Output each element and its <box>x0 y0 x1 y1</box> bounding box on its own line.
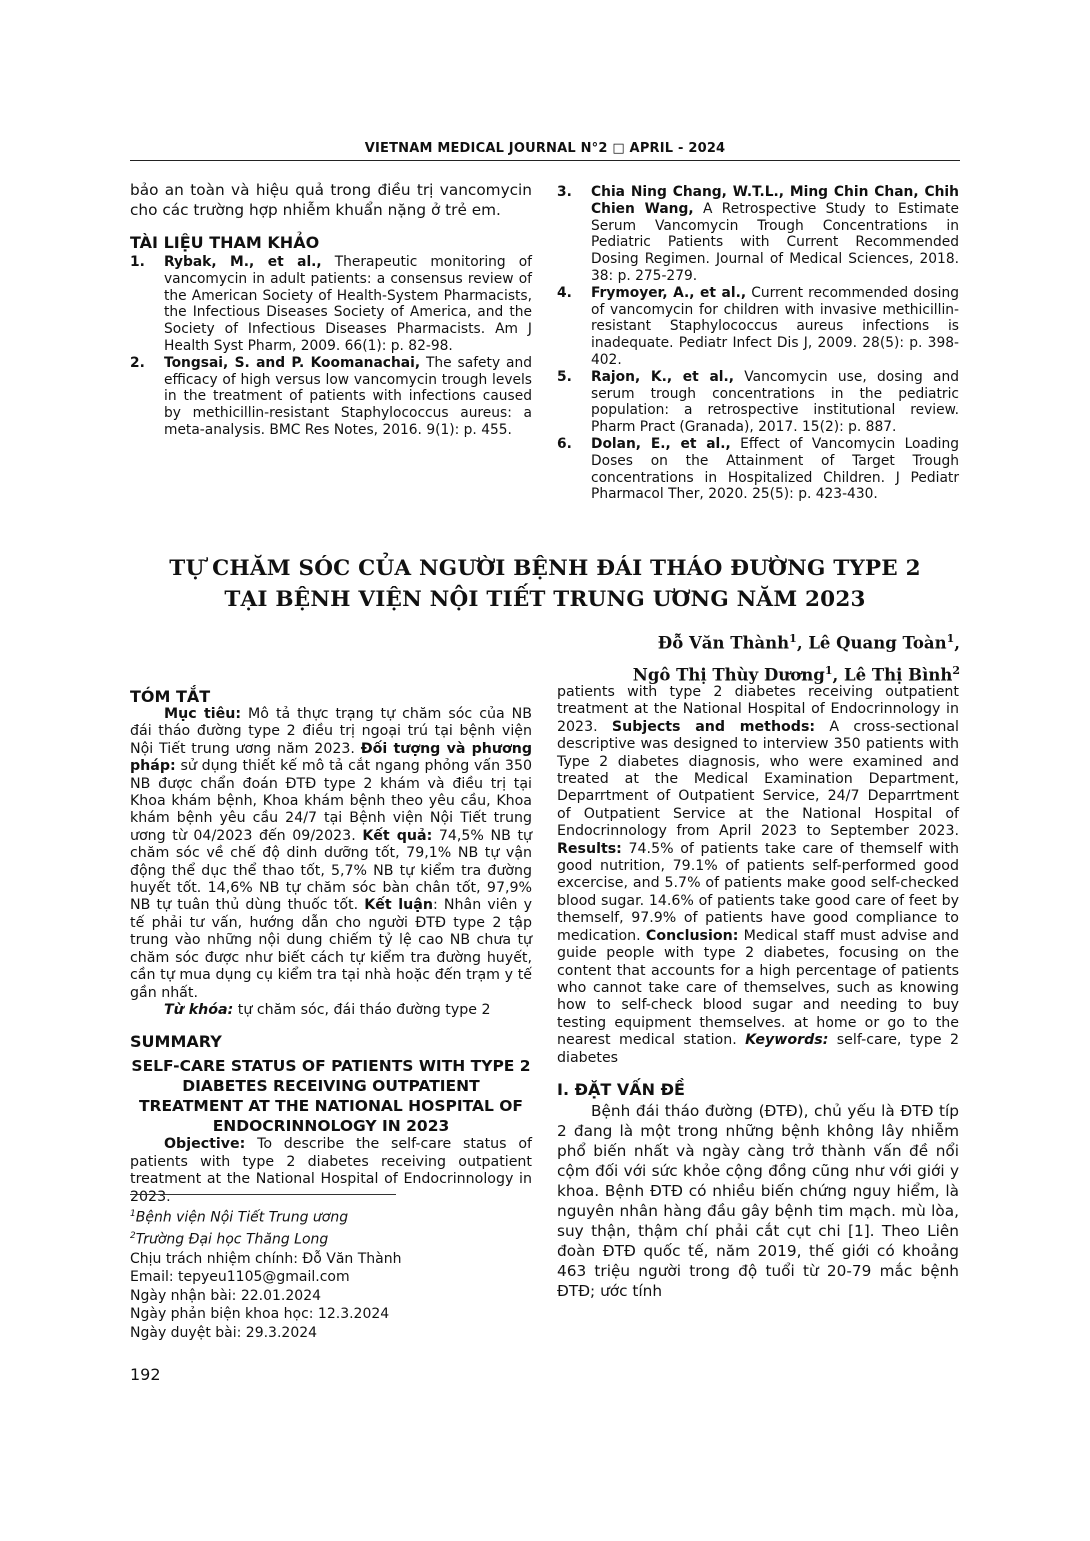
summary-objective-start <box>130 1136 532 1205</box>
author-name: Ngô Thị Thùy Dương <box>632 665 825 684</box>
reference-text <box>164 355 532 439</box>
article-title-line-2: TẠI BỆNH VIỆN NỘI TIẾT TRUNG ƯƠNG NĂM 2023 <box>224 587 866 612</box>
prev-article-left-column <box>130 180 532 439</box>
author-affiliation-marker: 1 <box>946 632 955 645</box>
article-title-line-1: TỰ CHĂM SÓC CỦA NGƯỜI BỆNH ĐÁI THÁO ĐƯỜNG TYPE 2 <box>169 556 921 581</box>
reference-authors: Frymoyer, A., et al., <box>591 284 747 301</box>
author-affiliation-marker: 2 <box>952 663 960 677</box>
references-list-left <box>130 254 532 439</box>
reference-item <box>557 436 959 503</box>
reference-text <box>164 254 532 355</box>
tom-tat-heading: TÓM TẮT <box>130 687 211 706</box>
objective-label-vi: Mục tiêu: <box>164 706 242 722</box>
reference-authors: Tongsai, S. and P. Koomanachai, <box>164 354 421 371</box>
methods-label-en: Subjects and methods: <box>611 718 816 735</box>
reference-number: 6. <box>557 435 572 452</box>
objective-text-vi: Mô tả thực trạng tự chăm sóc của NB đái tháo đường type 2 điều trị ngoại trú tại bệnh viện Nội Tiết trung ương năm 2023. <box>130 706 532 757</box>
reference-text <box>591 184 959 285</box>
article-title <box>130 553 960 615</box>
reference-citation: A Retrospective Study to Estimate Serum Vancomycin Trough Concentrations in Pediatric Patients with Current Recommended Dosing Regimen. Journal of Medical Sciences, 2018. 38: p. 275-279. <box>591 200 959 284</box>
conclusion-text-en: Medical staff must advise and guide people with type 2 diabetes, focusing on the content that accounts for a high percentage of patients who cannot take care of themselves, such as knowing how to self-check blood sugar and needing to buy testing equipment themselves. at home or go to the nearest medical station. <box>557 927 959 1049</box>
footnote-rule <box>130 1194 396 1195</box>
date-accepted: Ngày duyệt bài: 29.3.2024 <box>130 1324 318 1341</box>
author-separator: , <box>832 665 844 684</box>
author-list <box>633 625 960 688</box>
results-text-en: 74.5% of patients take care of themself with good nutrition, 79.1% of patients self-performed good excercise, and 5.7% of patients make good self-checked blood sugar. 14.6% of patients take good care of feet by themself, 97.9% of patients have good compliance to medication. <box>557 840 959 944</box>
reference-citation: Current recommended dosing of vancomycin for children with invasive methicillin-resistant Staphylococcus aureus infections is inadequate. Pediatr Infect Dis J, 2009. 28(5): p. 398-402. <box>591 284 959 368</box>
reference-authors: Chia Ning Chang, W.T.L., Ming Chin Chan, Chih Chien Wang, <box>591 184 959 217</box>
responsible-author: Chịu trách nhiệm chính: Đỗ Văn Thành <box>130 1250 402 1267</box>
prev-article-continuation: bảo an toàn và hiệu quả trong điều trị vancomycin cho các trường hợp nhiễm khuẩn nặng ở trẻ em. <box>130 181 532 219</box>
reference-number: 2. <box>130 354 145 371</box>
author-affiliation-marker: 1 <box>789 632 797 645</box>
abstract-right-column <box>557 684 959 1301</box>
footnotes <box>130 1205 530 1342</box>
references-list-right <box>557 184 959 503</box>
abstract-left-column <box>130 687 533 1205</box>
author-name: Lê Thị Bình <box>844 665 953 684</box>
reference-authors: Rybak, M., et al., <box>164 254 322 270</box>
reference-number: 3. <box>557 184 572 200</box>
summary-heading: SUMMARY <box>130 1032 222 1052</box>
keywords-text-en: self-care, type 2 diabetes <box>557 1032 960 1066</box>
reference-text <box>591 285 959 369</box>
date-received: Ngày nhận bài: 22.01.2024 <box>130 1287 322 1304</box>
author-name: Lê Quang Toàn <box>808 633 947 653</box>
results-label-en: Results: <box>557 840 622 857</box>
references-heading: TÀI LIỆU THAM KHẢO <box>130 233 320 252</box>
prev-article-right-column <box>557 184 959 503</box>
objective-text-en: To describe the self-care status of patients with type 2 diabetes receiving outpatient treatment at the National Hospital of Endocrinnology in 2023. <box>130 1136 532 1205</box>
conclusion-label-vi: Kết luận <box>364 897 433 914</box>
author-separator: , <box>796 633 809 653</box>
methods-text-vi: sử dụng thiết kế mô tả cắt ngang phỏng vấn 350 NB được chẩn đoán ĐTĐ type 2 khám và điều trị tại Khoa khám bệnh, Khoa khám bệnh theo yêu cầu, Khoa khám bệnh yêu cầu 24/7 tại Bệnh viện Nội Tiết trung ương từ 04/2023 đến 09/2023. <box>130 758 532 844</box>
reference-authors: Rajon, K., et al., <box>591 368 734 385</box>
author-affiliation-marker: 1 <box>824 663 833 677</box>
conclusion-text-vi: : Nhân viên y tế phải tư vấn, hướng dẫn cho người ĐTĐ type 2 tập trung vào những nội dung chiếm tỷ lệ cao NB chưa tự chăm sóc được như biết cách tự kiểm tra đường huyết, cần tự mua dụng cụ kiểm tra tại nhà hoặc đến trạm y tế gần nhất. <box>130 897 532 1001</box>
running-header: VIETNAM MEDICAL JOURNAL N°2 □ APRIL - 2024 <box>364 141 726 156</box>
tom-tat-abstract <box>130 706 532 1002</box>
affiliation-1: $^1$Bệnh viện Nội Tiết Trung ương <box>130 1209 349 1226</box>
keywords-vi <box>130 1002 532 1019</box>
reference-text <box>591 436 959 503</box>
date-reviewed: Ngày phản biện khoa học: 12.3.2024 <box>130 1306 390 1323</box>
keywords-label-en: Keywords: <box>745 1032 829 1049</box>
keywords-label-vi: Từ khóa: <box>164 1001 234 1018</box>
summary-title: SELF-CARE STATUS OF PATIENTS WITH TYPE 2 DIABETES RECEIVING OUTPATIENT TREATMENT AT THE NATIONAL HOSPITAL OF ENDOCRINNOLOGY IN 2023 <box>131 1057 531 1136</box>
reference-citation: Vancomycin use, dosing and serum trough concentrations in the pediatric population: a retrospective institutional review. Pharm Pract (Granada), 2017. 15(2): p. 887. <box>591 368 959 436</box>
reference-citation: The safety and efficacy of high versus low vancomycin trough levels in the treatment of patients with infections caused by methicillin-resistant Staphylococcus aureus: a meta-analysis. BMC Res Notes, 2016. 9(1): p. 455. <box>164 354 532 438</box>
reference-item <box>557 184 959 285</box>
reference-item <box>557 369 959 436</box>
reference-item <box>130 355 532 439</box>
reference-citation: Therapeutic monitoring of vancomycin in adult patients: a consensus review of the American Society of Health-System Pharmacists, the Infectious Diseases Society of America, and the Society of Infectious Diseases Pharmacists. Am J Health Syst Pharm, 2009. 66(1): p. 82-98. <box>164 254 532 354</box>
page-number: 192 <box>130 1365 161 1384</box>
reference-number: 4. <box>557 284 572 301</box>
reference-citation: Effect of Vancomycin Loading Doses on the Attainment of Target Trough concentrations in Hospitalized Children. J Pediatr Pharmacol Ther, 2020. 25(5): p. 423-430. <box>591 435 960 503</box>
reference-number: 1. <box>130 254 145 270</box>
methods-text-en: A cross-sectional descriptive was designed to interview 350 patients with Type 2 diabetes diagnosis, who were examined and treated at the Medical Examination Department, Deparrtment of Outpatient Service, 24/7 Deparrtment of Outpatient Service at the National Hospital of Endocrinnology from April 2023 to September 2023. <box>557 718 959 840</box>
summary-objective-continued: patients with type 2 diabetes receiving outpatient treatment at the National Hospital of Endocrinnology in 2023. <box>557 684 959 735</box>
header-rule <box>130 160 960 161</box>
methods-label-vi: Đối tượng và phương pháp: <box>130 740 532 775</box>
author-line-1 <box>633 625 960 657</box>
reference-text <box>591 369 959 436</box>
contact-email: Email: tepyeu1105@gmail.com <box>130 1269 350 1286</box>
reference-item <box>130 254 532 355</box>
author-separator: , <box>954 633 960 653</box>
keywords-text-vi: tự chăm sóc, đái tháo đường type 2 <box>233 1001 491 1018</box>
reference-number: 5. <box>557 368 572 385</box>
objective-label-en: Objective: <box>164 1136 246 1153</box>
conclusion-label-en: Conclusion: <box>645 927 739 944</box>
intro-paragraph: Bệnh đái tháo đường (ĐTĐ), chủ yếu là ĐTĐ típ 2 đang là một trong những bệnh không lây nhiễm phổ biến nhất và ngày càng trở thành vấn đề nổi cộm đối với sức khỏe cộng đồng cũng như với giới y khoa. Bệnh ĐTĐ có nhiều biến chứng nguy hiểm, là nguyên nhân hàng đầu gây bệnh tim mạch. mù lòa, suy thận, thậm chí phải cắt cụt chi [1]. Theo Liên đoàn ĐTĐ quốc tế, năm 2019, thế giới có khoảng 463 triệu người trong độ tuổi từ 20-79 mắc bệnh ĐTĐ; ước tính <box>557 1101 959 1300</box>
results-text-vi: 74,5% NB tự chăm sóc về chế độ dinh dưỡng tốt, 79,1% NB tự vận động thể dục thể thao tốt, 5,7% NB tự kiểm tra đường huyết tốt. 14,6% NB tự chăm sóc bàn chân tốt, 97,9% NB tự tuân thủ dùng thuốc tốt. <box>130 827 533 914</box>
author-name: Đỗ Văn Thành <box>657 633 790 653</box>
summary-abstract <box>557 684 959 1067</box>
affiliation-2: $^2$Trường Đại học Thăng Long <box>130 1231 329 1248</box>
reference-authors: Dolan, E., et al., <box>591 435 731 452</box>
reference-item <box>557 285 959 369</box>
intro-heading: I. ĐẶT VẤN ĐỀ <box>557 1079 685 1099</box>
results-label-vi: Kết quả: <box>362 827 433 844</box>
